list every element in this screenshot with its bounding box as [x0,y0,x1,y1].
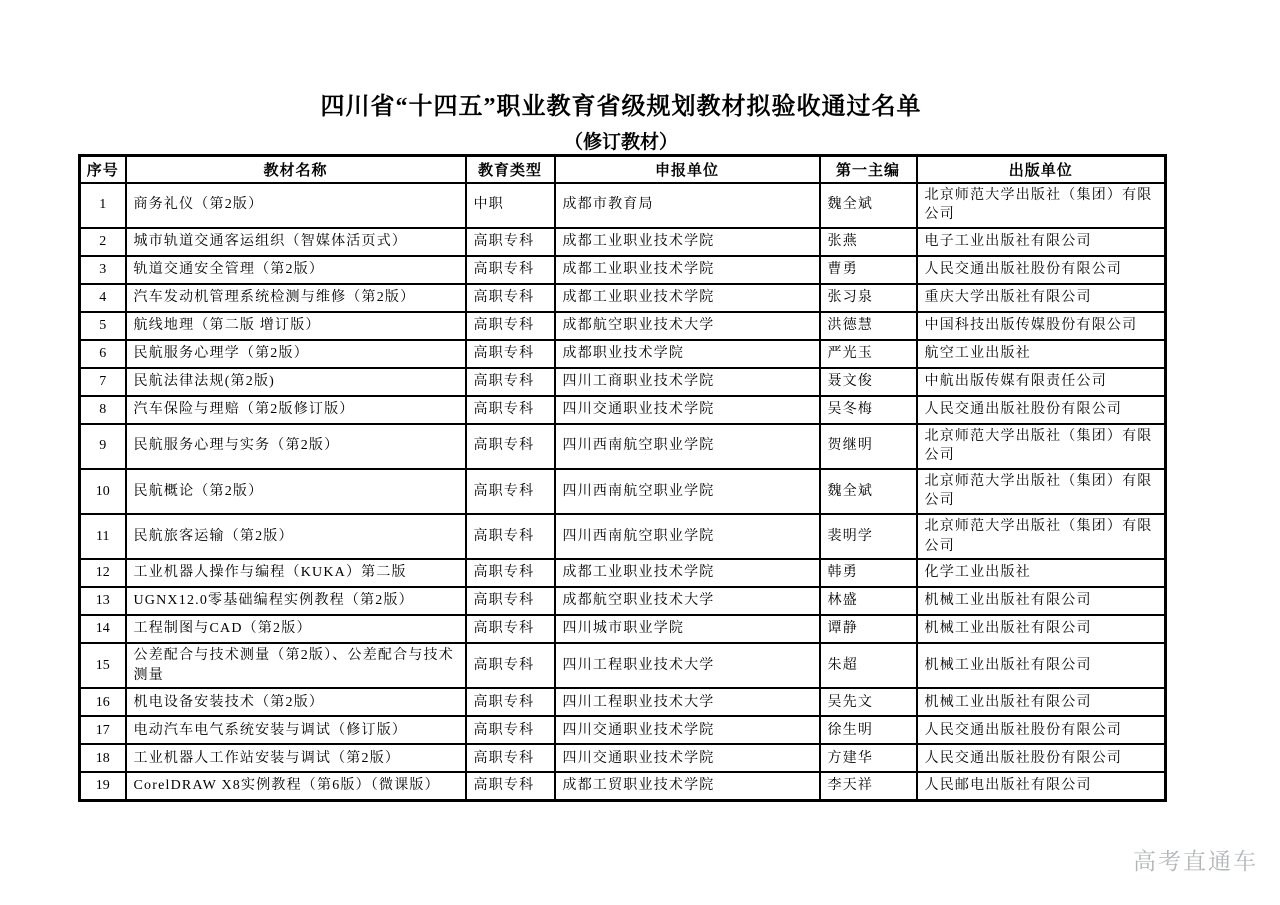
table-row [80,368,1166,396]
cell-type: 高职专科 [466,284,555,312]
cell-seq: 8 [80,396,126,424]
cell-name: 民航旅客运输（第2版） [126,514,466,559]
cell-type: 高职专科 [466,716,555,744]
cell-type: 高职专科 [466,340,555,368]
cell-unit: 四川工商职业技术学院 [555,368,820,396]
cell-editor: 聂文俊 [820,368,917,396]
cell-type: 中职 [466,183,555,228]
cell-seq: 9 [80,424,126,469]
cell-type: 高职专科 [466,396,555,424]
cell-editor: 方建华 [820,744,917,772]
cell-publisher: 电子工业出版社有限公司 [917,228,1166,256]
cell-seq: 5 [80,312,126,340]
cell-type: 高职专科 [466,312,555,340]
cell-unit: 成都工业职业技术学院 [555,284,820,312]
cell-editor: 贺继明 [820,424,917,469]
cell-name: 商务礼仪（第2版） [126,183,466,228]
cell-name: 汽车保险与理赔（第2版修订版） [126,396,466,424]
cell-publisher: 中航出版传媒有限责任公司 [917,368,1166,396]
table-row [80,744,1166,772]
cell-name: CorelDRAW X8实例教程（第6版）（微课版） [126,772,466,800]
cell-seq: 2 [80,228,126,256]
cell-name: 汽车发动机管理系统检测与维修（第2版） [126,284,466,312]
cell-type: 高职专科 [466,587,555,615]
cell-seq: 16 [80,688,126,716]
cell-publisher: 机械工业出版社有限公司 [917,643,1166,688]
table-row [80,514,1166,559]
cell-unit: 成都工业职业技术学院 [555,256,820,284]
cell-publisher: 北京师范大学出版社（集团）有限公司 [917,183,1166,228]
cell-publisher: 北京师范大学出版社（集团）有限公司 [917,469,1166,514]
cell-seq: 19 [80,772,126,800]
table-row [80,559,1166,587]
cell-unit: 四川西南航空职业学院 [555,514,820,559]
cell-seq: 3 [80,256,126,284]
header-cell-1: 教材名称 [126,156,466,183]
cell-type: 高职专科 [466,559,555,587]
header-cell-3: 申报单位 [555,156,820,183]
cell-editor: 李天祥 [820,772,917,800]
cell-editor: 严光玉 [820,340,917,368]
table-header-row [80,156,1166,183]
cell-unit: 四川西南航空职业学院 [555,469,820,514]
cell-unit: 成都航空职业技术大学 [555,587,820,615]
cell-unit: 四川交通职业技术学院 [555,744,820,772]
cell-type: 高职专科 [466,615,555,643]
cell-publisher: 机械工业出版社有限公司 [917,615,1166,643]
cell-editor: 林盛 [820,587,917,615]
cell-seq: 18 [80,744,126,772]
cell-publisher: 北京师范大学出版社（集团）有限公司 [917,424,1166,469]
cell-publisher: 人民交通出版社股份有限公司 [917,744,1166,772]
cell-publisher: 人民交通出版社股份有限公司 [917,396,1166,424]
cell-editor: 张燕 [820,228,917,256]
cell-editor: 吴冬梅 [820,396,917,424]
table-row [80,183,1166,228]
cell-publisher: 人民交通出版社股份有限公司 [917,256,1166,284]
cell-seq: 10 [80,469,126,514]
cell-publisher: 机械工业出版社有限公司 [917,587,1166,615]
table-row [80,587,1166,615]
cell-publisher: 人民邮电出版社有限公司 [917,772,1166,800]
cell-editor: 张习泉 [820,284,917,312]
cell-publisher: 航空工业出版社 [917,340,1166,368]
cell-seq: 17 [80,716,126,744]
cell-unit: 成都工贸职业技术学院 [555,772,820,800]
table-row [80,396,1166,424]
cell-unit: 成都工业职业技术学院 [555,228,820,256]
cell-type: 高职专科 [466,368,555,396]
table-row [80,615,1166,643]
cell-editor: 魏全斌 [820,469,917,514]
cell-publisher: 人民交通出版社股份有限公司 [917,716,1166,744]
table-row [80,772,1166,800]
cell-editor: 裴明学 [820,514,917,559]
cell-unit: 成都航空职业技术大学 [555,312,820,340]
cell-unit: 成都市教育局 [555,183,820,228]
cell-seq: 14 [80,615,126,643]
cell-seq: 13 [80,587,126,615]
header-cell-5: 出版单位 [917,156,1166,183]
table-row [80,340,1166,368]
cell-name: 民航法律法规(第2版) [126,368,466,396]
cell-name: 航线地理（第二版 增订版） [126,312,466,340]
table-row [80,716,1166,744]
cell-type: 高职专科 [466,688,555,716]
header-cell-2: 教育类型 [466,156,555,183]
cell-editor: 魏全斌 [820,183,917,228]
cell-name: 民航服务心理学（第2版） [126,340,466,368]
page-subtitle: （修订教材） [563,132,678,153]
cell-name: 电动汽车电气系统安装与调试（修订版） [126,716,466,744]
cell-type: 高职专科 [466,514,555,559]
cell-editor: 徐生明 [820,716,917,744]
cell-seq: 11 [80,514,126,559]
cell-name: 民航概论（第2版） [126,469,466,514]
cell-seq: 1 [80,183,126,228]
cell-name: 城市轨道交通客运组织（智媒体活页式） [126,228,466,256]
cell-unit: 四川交通职业技术学院 [555,396,820,424]
cell-publisher: 化学工业出版社 [917,559,1166,587]
table-row [80,643,1166,688]
cell-seq: 7 [80,368,126,396]
cell-editor: 朱超 [820,643,917,688]
cell-name: UGNX12.0零基础编程实例教程（第2版） [126,587,466,615]
cell-name: 民航服务心理与实务（第2版） [126,424,466,469]
cell-name: 工业机器人工作站安装与调试（第2版） [126,744,466,772]
table-row [80,228,1166,256]
cell-seq: 15 [80,643,126,688]
cell-editor: 吴先文 [820,688,917,716]
table-header [80,156,1166,183]
cell-type: 高职专科 [466,469,555,514]
cell-type: 高职专科 [466,256,555,284]
cell-unit: 四川城市职业学院 [555,615,820,643]
cell-seq: 4 [80,284,126,312]
textbook-list-table [78,154,1167,802]
table-body [80,183,1166,801]
cell-name: 机电设备安装技术（第2版） [126,688,466,716]
cell-type: 高职专科 [466,744,555,772]
cell-unit: 四川工程职业技术大学 [555,643,820,688]
cell-publisher: 中国科技出版传媒股份有限公司 [917,312,1166,340]
header-cell-0: 序号 [80,156,126,183]
cell-publisher: 机械工业出版社有限公司 [917,688,1166,716]
cell-name: 工业机器人操作与编程（KUKA）第二版 [126,559,466,587]
table-row [80,688,1166,716]
table-row [80,424,1166,469]
table-row [80,284,1166,312]
cell-publisher: 重庆大学出版社有限公司 [917,284,1166,312]
table-row [80,256,1166,284]
cell-unit: 成都职业技术学院 [555,340,820,368]
cell-type: 高职专科 [466,228,555,256]
cell-publisher: 北京师范大学出版社（集团）有限公司 [917,514,1166,559]
cell-editor: 韩勇 [820,559,917,587]
cell-type: 高职专科 [466,772,555,800]
cell-editor: 谭静 [820,615,917,643]
cell-type: 高职专科 [466,424,555,469]
table-row [80,469,1166,514]
table-row [80,312,1166,340]
cell-type: 高职专科 [466,643,555,688]
cell-unit: 四川西南航空职业学院 [555,424,820,469]
header-cell-4: 第一主编 [820,156,917,183]
watermark-text: 高考直通车 [1133,848,1258,874]
cell-unit: 四川工程职业技术大学 [555,688,820,716]
cell-seq: 6 [80,340,126,368]
cell-unit: 四川交通职业技术学院 [555,716,820,744]
cell-name: 轨道交通安全管理（第2版） [126,256,466,284]
page-title: 四川省“十四五”职业教育省级规划教材拟验收通过名单 [320,94,922,120]
cell-name: 公差配合与技术测量（第2版）、公差配合与技术测量 [126,643,466,688]
cell-editor: 曹勇 [820,256,917,284]
cell-editor: 洪德慧 [820,312,917,340]
cell-unit: 成都工业职业技术学院 [555,559,820,587]
cell-seq: 12 [80,559,126,587]
cell-name: 工程制图与CAD（第2版） [126,615,466,643]
